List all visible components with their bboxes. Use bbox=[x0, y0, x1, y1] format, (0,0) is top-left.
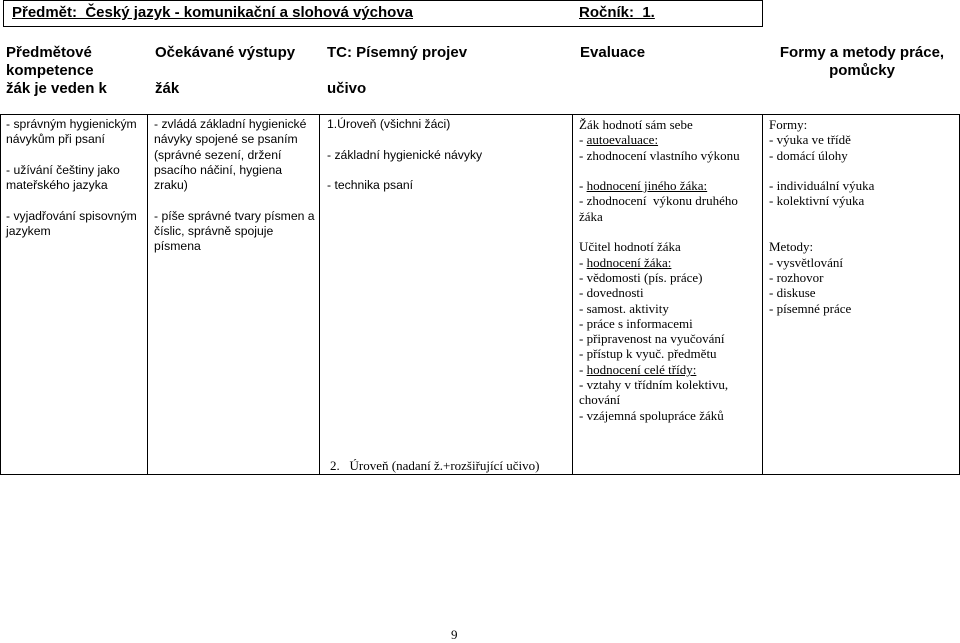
evaluation-line bbox=[579, 301, 740, 316]
header-evaluation bbox=[580, 44, 645, 62]
evaluation-line bbox=[579, 193, 740, 208]
header-curriculum bbox=[327, 44, 467, 98]
cell-line bbox=[327, 163, 482, 178]
line-text: - přístup k vyuč. předmětu bbox=[579, 346, 717, 362]
header-line: Očekávané výstupy bbox=[155, 44, 296, 61]
line-text: - bbox=[579, 254, 587, 270]
header-line: TC: Písemný projev bbox=[327, 44, 468, 61]
line-text: - bbox=[579, 361, 587, 377]
header-line: Formy a metody práce, bbox=[779, 44, 945, 61]
cell-line: - správným hygienickým bbox=[6, 117, 137, 131]
cell-line bbox=[769, 163, 874, 178]
evaluation-line bbox=[579, 117, 740, 132]
header-line: Předmětové bbox=[6, 44, 92, 61]
cell-line: - píše správné tvary písmen a bbox=[154, 208, 315, 223]
outputs-column bbox=[154, 117, 315, 255]
evaluation-line bbox=[579, 132, 740, 147]
evaluation-line bbox=[579, 285, 740, 300]
evaluation-line bbox=[579, 270, 740, 285]
evaluation-line bbox=[579, 377, 740, 392]
evaluation-line bbox=[579, 255, 740, 270]
cell-line: návykům při psaní bbox=[6, 132, 105, 147]
cell-line bbox=[327, 132, 482, 147]
cell-line: - písemné práce bbox=[769, 300, 852, 316]
cell-line bbox=[769, 209, 874, 224]
line-text: chování bbox=[579, 392, 621, 408]
evaluation-line bbox=[579, 392, 740, 407]
line-text: - bbox=[579, 178, 587, 194]
line-text: - práce s informacemi bbox=[579, 315, 693, 331]
methods-column bbox=[769, 117, 874, 316]
header-outputs bbox=[155, 44, 295, 98]
line-text: žáka bbox=[579, 208, 603, 224]
grade-label: Ročník: 1. bbox=[579, 4, 655, 21]
evaluation-line bbox=[579, 224, 740, 239]
cell-line: - individuální výuka bbox=[769, 178, 875, 194]
header-spacer bbox=[327, 62, 467, 80]
cell-line: - rozhovor bbox=[769, 269, 824, 285]
cell-line: - užívání češtiny jako bbox=[6, 162, 120, 177]
line-text: - připravenost na vyučování bbox=[579, 331, 725, 347]
level-2-label: 2. Úroveň (nadaní ž.+rozšiřující učivo) bbox=[330, 458, 540, 473]
header-line: učivo bbox=[327, 80, 367, 97]
header-line: žák bbox=[155, 80, 180, 97]
cell-line bbox=[769, 224, 874, 239]
evaluation-line bbox=[579, 178, 740, 193]
cell-line: - domácí úlohy bbox=[769, 147, 848, 163]
header-line: žák je veden k bbox=[6, 80, 107, 97]
cell-line: - základní hygienické návyky bbox=[327, 147, 483, 162]
line-text: - vzájemná spolupráce žáků bbox=[579, 407, 724, 423]
line-text: Žák hodnotí sám sebe bbox=[579, 117, 693, 132]
line-text: - vztahy v třídním kolektivu, bbox=[579, 377, 729, 393]
evaluation-line bbox=[579, 163, 740, 178]
header-line: Evaluace bbox=[580, 44, 646, 61]
cell-line: - výuka ve třídě bbox=[769, 132, 851, 148]
cell-line: psacího náčiní, hygiena bbox=[154, 162, 283, 177]
cell-line: zraku) bbox=[154, 178, 188, 193]
cell-line: písmena bbox=[154, 239, 201, 254]
evaluation-line bbox=[579, 331, 740, 346]
page-number: 9 bbox=[451, 627, 458, 642]
evaluation-line bbox=[579, 346, 740, 361]
cell-line bbox=[154, 193, 315, 208]
evaluation-line bbox=[579, 408, 740, 423]
line-text: - zhodnocení vlastního výkonu bbox=[579, 147, 740, 163]
line-text: - zhodnocení výkonu druhého bbox=[579, 193, 738, 209]
line-text: - vědomosti (pís. práce) bbox=[579, 269, 703, 285]
header-methods bbox=[768, 44, 956, 80]
subject-header-box bbox=[3, 0, 763, 27]
line-text: - samost. aktivity bbox=[579, 300, 669, 316]
curriculum-column bbox=[327, 117, 482, 193]
cell-line: Formy: bbox=[769, 117, 808, 132]
header-competences bbox=[6, 44, 107, 98]
cell-line: jazykem bbox=[6, 224, 51, 239]
subject-title: Předmět: Český jazyk - komunikační a slohová výchova bbox=[12, 4, 414, 21]
header-line: pomůcky bbox=[829, 62, 895, 79]
evaluation-line bbox=[579, 362, 740, 377]
evaluation-line bbox=[579, 148, 740, 163]
cell-line: - vysvětlování bbox=[769, 254, 844, 270]
cell-line: - kolektivní výuka bbox=[769, 193, 865, 209]
header-spacer bbox=[155, 62, 295, 80]
line-text: - dovednosti bbox=[579, 285, 644, 301]
header-line: kompetence bbox=[6, 62, 94, 79]
cell-line: Metody: bbox=[769, 239, 814, 255]
cell-line bbox=[6, 148, 137, 163]
evaluation-line bbox=[579, 316, 740, 331]
underlined-text: hodnocení žáka: bbox=[586, 254, 672, 270]
line-text: - bbox=[579, 132, 587, 148]
evaluation-column bbox=[579, 117, 740, 423]
cell-line: 1.Úroveň (všichni žáci) bbox=[327, 117, 451, 131]
cell-line: číslic, správně spojuje bbox=[154, 224, 274, 239]
line-text: Učitel hodnotí žáka bbox=[579, 239, 681, 255]
cell-line: - technika psaní bbox=[327, 178, 414, 193]
underlined-text: hodnocení celé třídy: bbox=[586, 361, 697, 377]
evaluation-line bbox=[579, 209, 740, 224]
underlined-text: hodnocení jiného žáka: bbox=[586, 178, 708, 194]
evaluation-line bbox=[579, 239, 740, 254]
cell-line: mateřského jazyka bbox=[6, 178, 108, 193]
cell-line: - diskuse bbox=[769, 285, 816, 301]
competences-column bbox=[6, 117, 137, 239]
cell-line: - vyjadřování spisovným bbox=[6, 208, 137, 223]
cell-line: (správné sezení, držení bbox=[154, 147, 282, 162]
cell-line bbox=[6, 193, 137, 208]
underlined-text: autoevaluace: bbox=[586, 132, 659, 148]
cell-line: - zvládá základní hygienické bbox=[154, 117, 307, 131]
cell-line: návyky spojené se psaním bbox=[154, 132, 298, 147]
